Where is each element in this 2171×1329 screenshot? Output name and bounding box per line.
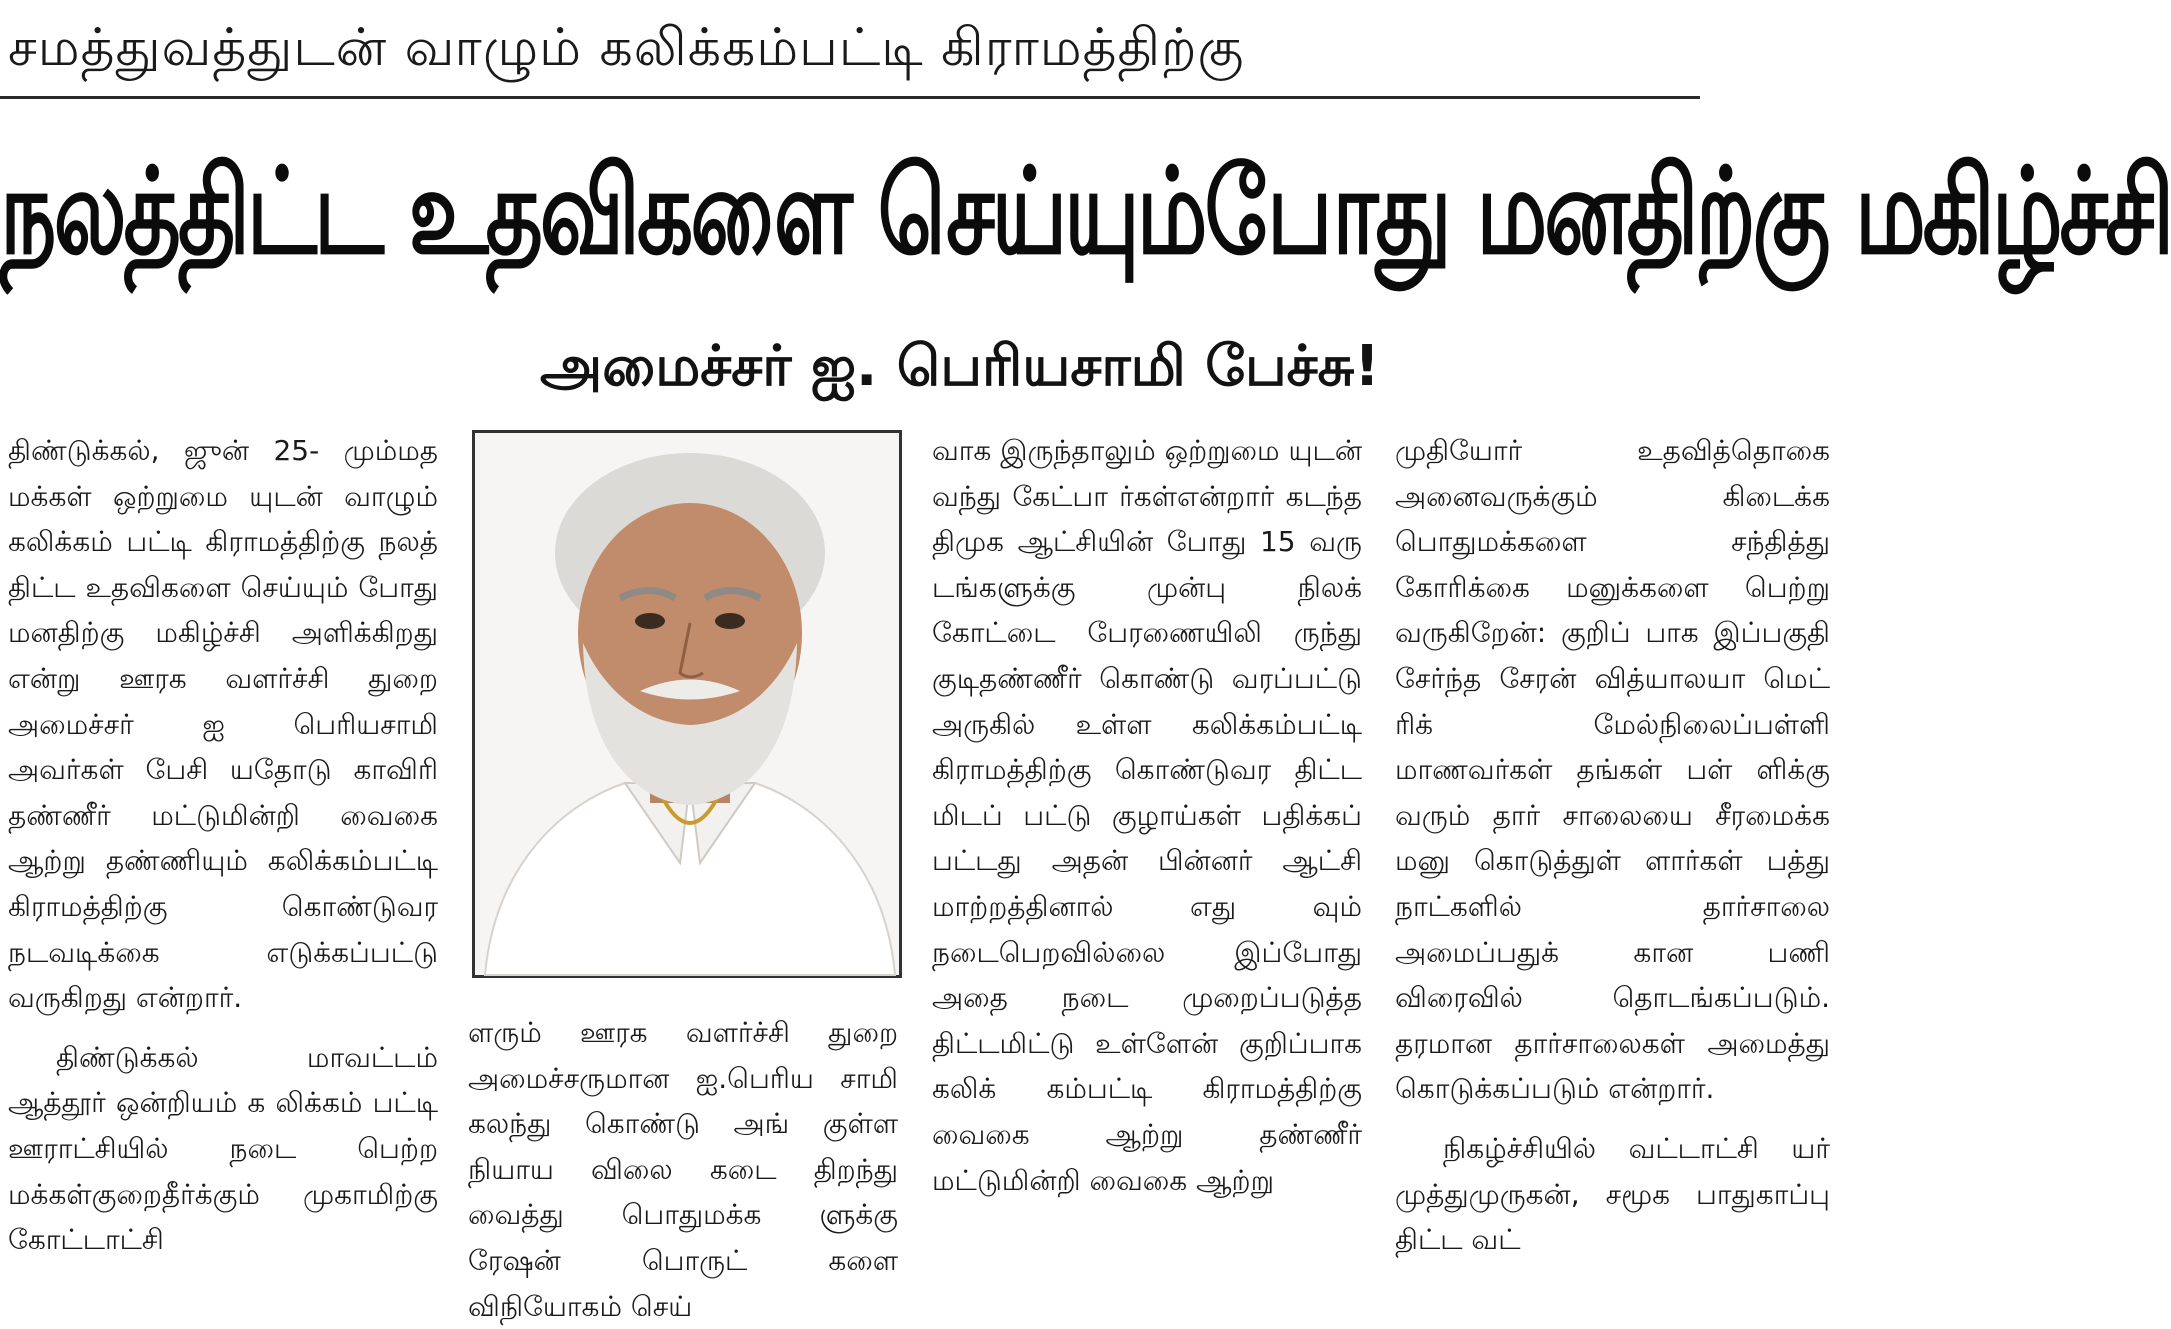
column-3-paragraph-1: வாக இருந்தாலும் ஒற்றுமை யுடன் வந்து கேட்பா ர்கள்என்றார் கடந்த திமுக ஆட்சியின் போது 15 வரு டங்களுக்கு முன்பு நிலக் கோட்டை பேரணையிலி ருந்து குடிதண்ணீர் கொண்டு வரப்பட்டு அருகில் உள்ள கலிக்கம்பட்டி கிராமத்திற்கு கொண்டுவர திட்ட மிடப் பட்டு குழாய்கள் பதிக்கப் பட்டது அதன் பின்னர் ஆட்சி மாற்றத்தினால் எது வும் நடைபெறவில்லை இப்போது அதை நடை முறைப்படுத்த திட்டமிட்டு உள்ளேன் குறிப்பாக கலிக் கம்பட்டி கிராமத்திற்கு வைகை ஆற்று தண்ணீர் மட்டுமின்றி வைகை ஆற்று [932, 434, 1362, 1197]
portrait-illustration [475, 433, 899, 975]
column-2-paragraph-1: ளரும் ஊரக வளர்ச்சி துறை அமைச்சருமான ஐ.பெரிய சாமி கலந்து கொண்டு அங் குள்ள நியாய விலை கடை திறந்து வைத்து பொதுமக்க ளுக்கு ரேஷன் பொருட் களை விநியோகம் செய் [468, 1016, 898, 1323]
article-column-3 [932, 428, 1362, 1298]
column-4-paragraph-2: நிகழ்ச்சியில் வட்டாட்சி யர் முத்துமுருகன், சமூக பாதுகாப்பு திட்ட வட் [1395, 1131, 1830, 1257]
kicker-headline: சமத்துவத்துடன் வாழும் கலிக்கம்பட்டி கிராமத்திற்கு [8, 18, 1245, 78]
minister-portrait-photo [472, 430, 902, 978]
column-1-paragraph-1: திண்டுக்கல், ஜுன் 25- மும்மத மக்கள் ஒற்றுமை யுடன் வாழும் கலிக்கம் பட்டி கிராமத்திற்கு நலத் திட்ட உதவிகளை செய்யும் போது மனதிற்கு மகிழ்ச்சி அளிக்கிறது என்று ஊரக வளர்ச்சி துறை அமைச்சர் ஐ பெரியசாமி அவர்கள் பேசி யதோடு காவிரி தண்ணீர் மட்டுமின்றி வைகை ஆற்று தண்ணியும் கலிக்கம்பட்டி கிராமத்திற்கு கொண்டுவர நடவடிக்கை எடுக்கப்பட்டு வருகிறது என்றார். [8, 434, 438, 1015]
column-1-paragraph-2: திண்டுக்கல் மாவட்டம் ஆத்தூர் ஒன்றியம் க லிக்கம் பட்டி ஊராட்சியில் நடை பெற்ற மக்கள்குறைதீர்க்கும் முகாமிற்கு கோட்டாட்சி [8, 1040, 438, 1257]
column-4-paragraph-1: முதியோர் உதவித்தொகை அனைவருக்கும் கிடைக்க பொதுமக்களை சந்தித்து கோரிக்கை மனுக்களை பெற்று வருகிறேன்: குறிப் பாக இப்பகுதி சேர்ந்த சேரன் வித்யாலயா மெட் ரிக் மேல்நிலைப்பள்ளி மாணவர்கள் தங்கள் பள் ளிக்கு வரும் தார் சாலையை சீரமைக்க மனு கொடுத்துள் ளார்கள் பத்து நாட்களில் தார்சாலை அமைப்பதுக் கான பணி விரைவில் தொடங்கப்படும். தரமான தார்சாலைகள் அமைத்து கொடுக்கப்படும் என்றார். [1395, 434, 1830, 1106]
article-column-4 [1395, 428, 1830, 1298]
main-headline: நலத்திட்ட உதவிகளை செய்யும்போது மனதிற்கு மகிழ்ச்சி [0, 141, 2171, 281]
subheadline: அமைச்சர் ஐ. பெரியசாமி பேச்சு! [540, 334, 1380, 399]
article-column-2 [468, 1010, 898, 1323]
article-column-1 [8, 428, 438, 1298]
